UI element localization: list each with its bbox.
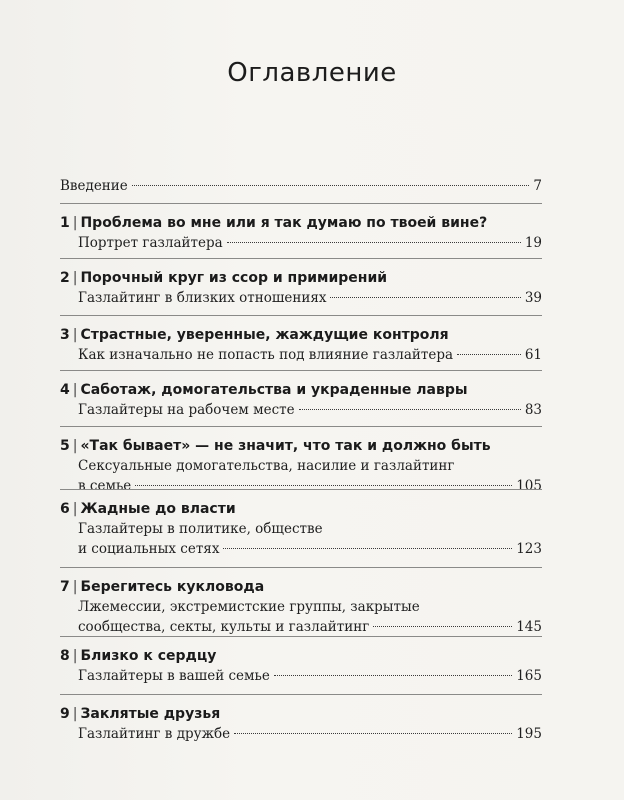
separator: | bbox=[72, 501, 78, 517]
dot-leader bbox=[227, 242, 521, 243]
section-divider bbox=[60, 567, 542, 568]
page-number: 165 bbox=[516, 668, 542, 684]
dot-leader bbox=[330, 297, 520, 298]
chapter-number: 5 bbox=[60, 438, 70, 454]
page-number: 195 bbox=[516, 726, 542, 742]
chapter-subtitle bbox=[60, 476, 542, 496]
chapter-subtitle bbox=[60, 288, 542, 308]
chapter-number: 9 bbox=[60, 706, 70, 722]
chapter-title: Порочный круг из ссор и примирений bbox=[80, 270, 388, 286]
page-number: 83 bbox=[524, 402, 542, 418]
page-number: 105 bbox=[516, 478, 542, 494]
chapter-number: 6 bbox=[60, 501, 70, 517]
chapter-subtitle bbox=[60, 724, 542, 744]
separator: | bbox=[72, 270, 78, 286]
chapter-heading bbox=[60, 646, 542, 666]
page-number: 145 bbox=[516, 619, 542, 635]
separator: | bbox=[72, 382, 78, 398]
dot-leader bbox=[223, 548, 512, 549]
toc-entry-chapter-6[interactable] bbox=[60, 499, 542, 559]
chapter-subtitle-text: Газлайтеры на рабочем месте bbox=[78, 402, 295, 418]
dot-leader bbox=[135, 485, 512, 486]
chapter-heading bbox=[60, 268, 542, 288]
chapter-heading bbox=[60, 436, 542, 456]
section-divider bbox=[60, 203, 542, 204]
chapter-subtitle-line: Газлайтеры в политике, обществе bbox=[78, 521, 323, 537]
toc-entry-chapter-3[interactable] bbox=[60, 325, 542, 365]
separator: | bbox=[72, 327, 78, 343]
chapter-subtitle-line: Лжемессии, экстремистские группы, закрытые bbox=[78, 599, 420, 615]
separator: | bbox=[72, 438, 78, 454]
chapter-number: 4 bbox=[60, 382, 70, 398]
page-number: 7 bbox=[533, 178, 542, 194]
chapter-subtitle-text: сообщества, секты, культы и газлайтинг bbox=[78, 619, 370, 635]
chapter-title: Саботаж, домогательства и украденные лавры bbox=[80, 382, 468, 398]
dot-leader bbox=[132, 185, 530, 186]
separator: | bbox=[72, 648, 78, 664]
dot-leader bbox=[299, 409, 521, 410]
chapter-title: Страстные, уверенные, жаждущие контроля bbox=[80, 327, 449, 343]
chapter-subtitle bbox=[60, 233, 542, 253]
chapter-subtitle bbox=[60, 539, 542, 559]
chapter-heading bbox=[60, 577, 542, 597]
chapter-number: 1 bbox=[60, 215, 70, 231]
dot-leader bbox=[457, 354, 521, 355]
page-number: 39 bbox=[524, 290, 542, 306]
chapter-heading bbox=[60, 325, 542, 345]
section-divider bbox=[60, 636, 542, 637]
chapter-heading bbox=[60, 380, 542, 400]
chapter-number: 7 bbox=[60, 579, 70, 595]
chapter-title: Близко к сердцу bbox=[80, 648, 217, 664]
chapter-heading bbox=[60, 213, 542, 233]
page-number: 123 bbox=[516, 541, 542, 557]
toc-entry-chapter-8[interactable] bbox=[60, 646, 542, 686]
chapter-title: Берегитесь кукловода bbox=[80, 579, 265, 595]
toc-entry-chapter-4[interactable] bbox=[60, 380, 542, 420]
section-divider bbox=[60, 370, 542, 371]
chapter-heading bbox=[60, 499, 542, 519]
chapter-title: Жадные до власти bbox=[80, 501, 236, 517]
toc-entry-intro[interactable] bbox=[60, 176, 542, 196]
chapter-subtitle-text: Как изначально не попасть под влияние газлайтера bbox=[78, 347, 454, 363]
chapter-subtitle bbox=[60, 666, 542, 686]
chapter-subtitle-line: Сексуальные домогательства, насилие и газлайтинг bbox=[78, 458, 455, 474]
section-divider bbox=[60, 426, 542, 427]
chapter-subtitle-text: в семье bbox=[78, 478, 132, 494]
chapter-subtitle-text: Газлайтинг в близких отношениях bbox=[78, 290, 327, 306]
chapter-heading bbox=[60, 704, 542, 724]
chapter-number: 3 bbox=[60, 327, 70, 343]
chapter-number: 2 bbox=[60, 270, 70, 286]
dot-leader bbox=[234, 733, 512, 734]
chapter-subtitle bbox=[60, 617, 542, 637]
section-divider bbox=[60, 489, 542, 490]
toc-entry-chapter-5[interactable] bbox=[60, 436, 542, 496]
toc-entry-chapter-1[interactable] bbox=[60, 213, 542, 253]
chapter-title: Проблема во мне или я так думаю по твоей вине? bbox=[80, 215, 488, 231]
section-divider bbox=[60, 694, 542, 695]
toc-entry-chapter-9[interactable] bbox=[60, 704, 542, 744]
toc-entry-chapter-7[interactable] bbox=[60, 577, 542, 637]
dot-leader bbox=[373, 626, 512, 627]
dot-leader bbox=[274, 675, 512, 676]
separator: | bbox=[72, 215, 78, 231]
page-number: 19 bbox=[524, 235, 542, 251]
chapter-subtitle bbox=[60, 345, 542, 365]
chapter-subtitle-text: Газлайтеры в вашей семье bbox=[78, 668, 270, 684]
section-divider bbox=[60, 258, 542, 259]
separator: | bbox=[72, 579, 78, 595]
separator: | bbox=[72, 706, 78, 722]
page-title: Оглавление bbox=[227, 58, 397, 88]
chapter-number: 8 bbox=[60, 648, 70, 664]
chapter-title: Заклятые друзья bbox=[80, 706, 221, 722]
chapter-subtitle-text: Портрет газлайтера bbox=[78, 235, 223, 251]
page-number: 61 bbox=[524, 347, 542, 363]
intro-label: Введение bbox=[60, 178, 128, 194]
chapter-subtitle bbox=[60, 400, 542, 420]
section-divider bbox=[60, 315, 542, 316]
toc-entry-chapter-2[interactable] bbox=[60, 268, 542, 308]
chapter-title: «Так бывает» — не значит, что так и должно быть bbox=[80, 438, 491, 454]
chapter-subtitle-text: и социальных сетях bbox=[78, 541, 220, 557]
chapter-subtitle-text: Газлайтинг в дружбе bbox=[78, 726, 231, 742]
